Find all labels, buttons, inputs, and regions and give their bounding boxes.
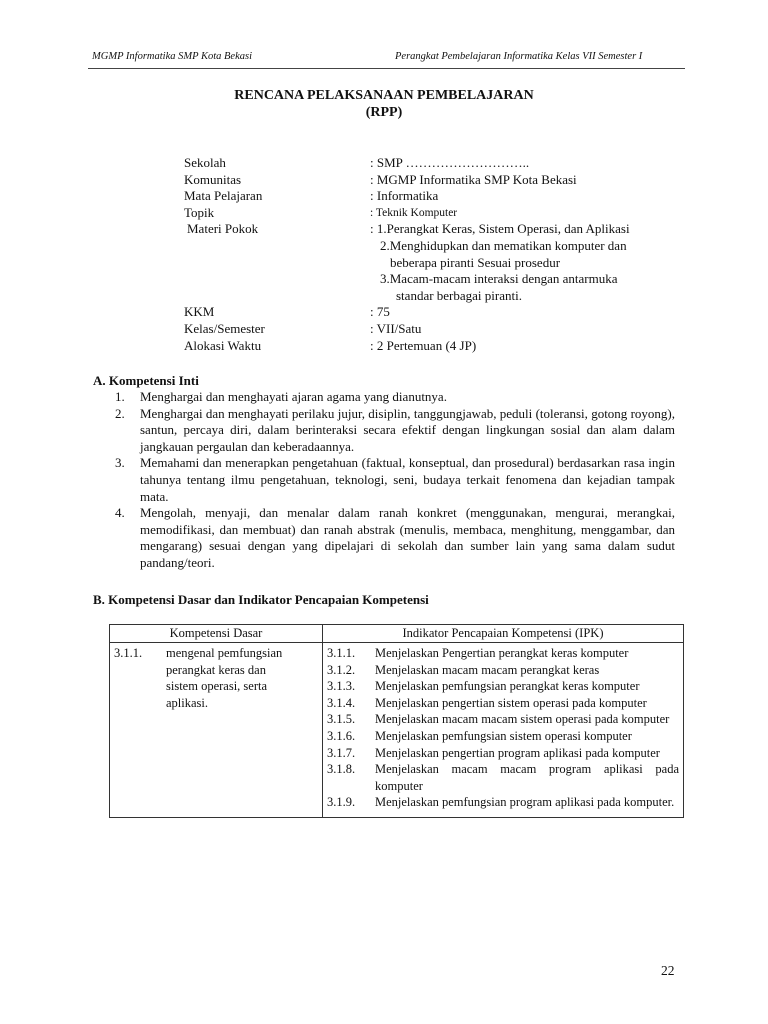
identity-row-sekolah: [184, 155, 684, 172]
identity-label: Alokasi Waktu: [184, 337, 262, 353]
ipk-text: Menjelaskan macam macam perangkat keras: [375, 662, 600, 677]
list-item-text: Menghargai dan menghayati ajaran agama yang dianutnya.: [140, 389, 447, 404]
ipk-number: 3.1.5.: [327, 712, 356, 727]
list-item-text: Mengolah, menyaji, dan menalar dalam ranah konkret (menggunakan, mengurai, merangkai, memodifikasi, dan membuat) dan ranah abstrak (menulis, membaca, menghitung, menggambar, dan mengarang) sesuai dengan yang dipelajari di sekolah dan sumber lain yang sama dalam sudut pandang/teori.: [140, 505, 675, 570]
list-item-number: 3.: [115, 455, 125, 471]
ipk-item: [327, 711, 679, 728]
table-header-kd: Kompetensi Dasar: [110, 625, 323, 643]
ipk-item: [327, 678, 679, 695]
ipk-number: 3.1.8.: [327, 762, 356, 777]
ipk-item: [327, 794, 679, 811]
list-item: [115, 389, 675, 406]
ipk-text: Menjelaskan Pengertian perangkat keras komputer: [375, 646, 629, 660]
identity-label: Kelas/Semester: [184, 320, 265, 336]
list-item: [115, 406, 675, 456]
identity-row-kkm: [184, 304, 684, 321]
identity-label: Sekolah: [184, 155, 226, 170]
identity-row-komunitas: [184, 172, 684, 189]
ipk-item: [327, 695, 679, 712]
identity-row-topik: [184, 205, 684, 222]
identity-row-kelas: [184, 321, 684, 338]
materi-line: : 1.Perangkat Keras, Sistem Operasi, dan Aplikasi: [370, 221, 630, 237]
table-row: [110, 643, 684, 818]
ipk-item: [327, 662, 679, 679]
identity-label: KKM: [184, 304, 215, 320]
identity-value: : VII/Satu: [370, 320, 422, 336]
list-item-text: Menghargai dan menghayati perilaku jujur, disiplin, tanggungjawab, peduli (toleransi, gotong royong), santun, percaya diri, dalam berinteraksi secara efektif dengan lingkungan sosial dan alam dalam jangkauan pergaulan dan keberadaannya.: [140, 405, 675, 454]
identity-value: : Informatika: [370, 188, 439, 204]
ipk-text: Menjelaskan pemfungsian sistem operasi komputer: [375, 728, 632, 743]
ipk-item: [327, 645, 679, 662]
document-subtitle: (RPP): [365, 105, 403, 120]
ipk-number: 3.1.2.: [327, 662, 356, 677]
ipk-cell: [323, 643, 684, 818]
ipk-item: [327, 761, 679, 794]
ipk-text: Menjelaskan pengertian program aplikasi pada komputer: [375, 745, 660, 760]
ipk-number: 3.1.3.: [327, 679, 356, 694]
kd-cell: [110, 643, 323, 818]
table-header-row: [110, 625, 684, 643]
identity-value: : 75: [370, 304, 390, 320]
materi-line: standar berbagai piranti.: [396, 287, 522, 303]
ipk-number: 3.1.6.: [327, 728, 356, 743]
identity-value: [370, 221, 684, 304]
identity-value: : MGMP Informatika SMP Kota Bekasi: [370, 171, 577, 187]
identity-label: Materi Pokok: [187, 221, 259, 237]
list-item-text: Memahami dan menerapkan pengetahuan (faktual, konseptual, dan prosedural) berdasarkan rasa ingin tahunya tentang ilmu pengetahuan, teknologi, seni, budaya terkait fenomena dan kejadian tampak mata.: [140, 455, 675, 504]
identity-label: Topik: [184, 204, 215, 220]
list-item-number: 4.: [115, 505, 125, 521]
ipk-number: 3.1.1.: [327, 646, 356, 660]
identity-block: [184, 155, 684, 354]
identity-row-mapel: [184, 188, 684, 205]
identity-label: Mata Pelajaran: [184, 188, 263, 204]
kd-text: mengenal pemfungsian perangkat keras dan sistem operasi, serta aplikasi.: [166, 646, 283, 710]
list-item-number: 2.: [115, 405, 125, 421]
section-a-heading: A. Kompetensi Inti: [93, 373, 199, 388]
materi-line: 3.Macam-macam interaksi dengan antarmuka: [380, 271, 618, 287]
kompetensi-inti-list: [115, 389, 675, 572]
section-b-heading: B. Kompetensi Dasar dan Indikator Pencapaian Kompetensi: [93, 592, 429, 607]
identity-row-materi: [184, 221, 684, 304]
ipk-number: 3.1.4.: [327, 695, 356, 710]
header-left: MGMP Informatika SMP Kota Bekasi: [92, 51, 253, 62]
ipk-number: 3.1.9.: [327, 795, 356, 810]
ipk-text: Menjelaskan macam macam program aplikasi pada komputer: [375, 762, 679, 793]
kd-number: 3.1.1.: [114, 646, 143, 660]
header-right: Perangkat Pembelajaran Informatika Kelas VII Semester I: [395, 51, 643, 62]
ipk-text: Menjelaskan macam macam sistem operasi pada komputer: [375, 712, 670, 727]
ipk-item: [327, 745, 679, 762]
ipk-text: Menjelaskan pemfungsian perangkat keras komputer: [375, 679, 640, 694]
list-item: [115, 455, 675, 505]
header-divider: [88, 68, 685, 69]
document-title: RENCANA PELAKSANAAN PEMBELAJARAN: [234, 88, 534, 103]
materi-line: 2.Menghidupkan dan mematikan komputer dan: [380, 237, 627, 253]
materi-line: beberapa piranti Sesuai prosedur: [390, 254, 561, 270]
ipk-item: [327, 728, 679, 745]
ipk-number: 3.1.7.: [327, 745, 356, 760]
identity-value: : 2 Pertemuan (4 JP): [370, 337, 477, 353]
competency-table: [109, 624, 684, 818]
ipk-text: Menjelaskan pemfungsian program aplikasi pada komputer.: [375, 795, 675, 810]
page-number: 22: [661, 963, 675, 978]
ipk-text: Menjelaskan pengertian sistem operasi pada komputer: [375, 695, 647, 710]
identity-row-alokasi: [184, 338, 684, 355]
identity-label: Komunitas: [184, 171, 242, 187]
identity-value: : SMP ………………………..: [370, 155, 530, 170]
kd-item: [114, 645, 318, 711]
identity-value: : Teknik Komputer: [370, 206, 458, 219]
list-item-number: 1.: [115, 389, 125, 404]
table-header-ipk: Indikator Pencapaian Kompetensi (IPK): [323, 625, 684, 643]
list-item: [115, 505, 675, 571]
